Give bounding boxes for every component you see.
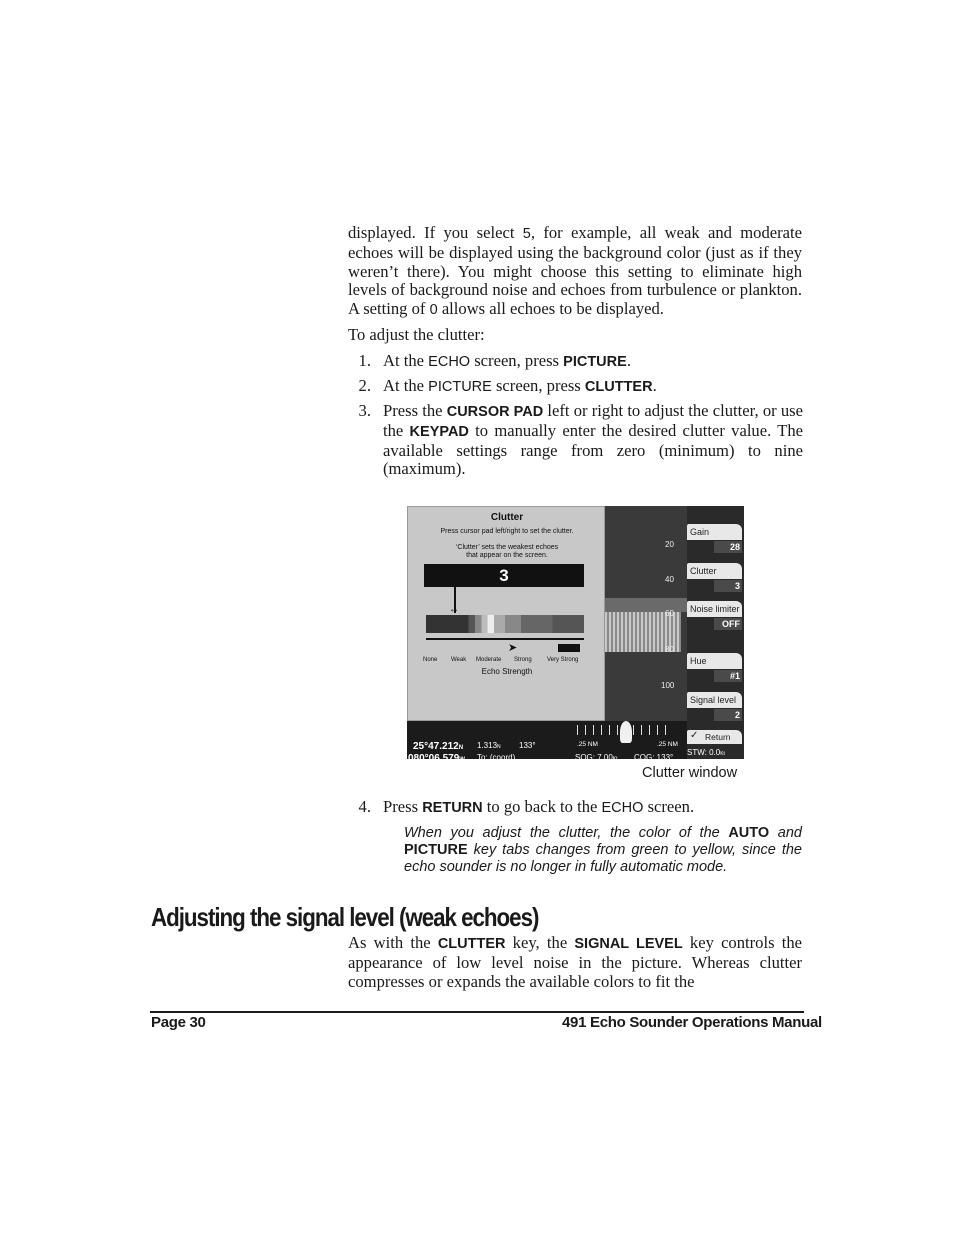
depth-label-100: 100 (661, 681, 675, 690)
gain-key[interactable]: Gain 28 (687, 524, 744, 556)
depth-label-40: 40 (665, 575, 674, 584)
step-4: 4. Press RETURN to go back to the ECHO screen. (358, 797, 695, 816)
sog: SOG: 7.00Kt (575, 753, 618, 762)
boat-icon (558, 644, 580, 652)
bearing: 133° (519, 741, 536, 750)
echo-display (605, 506, 687, 721)
adjust-clutter-intro: To adjust the clutter: (348, 325, 485, 344)
to-coord: To: (coord) (477, 753, 516, 762)
slider-arrows-icon[interactable]: ↔ (449, 604, 459, 615)
echo-band (605, 598, 687, 612)
distance: 1.313N (477, 741, 501, 750)
dialog-description-2: that appear on the screen. (466, 552, 548, 559)
manual-title: 491 Echo Sounder Operations Manual (562, 1014, 822, 1031)
signal-level-key[interactable]: Signal level 2 (687, 692, 744, 724)
step-2: 2. At the PICTURE screen, press CLUTTER. (358, 376, 657, 395)
step-3: 3. Press the CURSOR PAD left or right to adjust the clutter, or use the KEYPAD to manually enter the desired clutter value. The available settings range from zero (minimum) to nine (maximum). (358, 401, 803, 479)
signal-level-paragraph: As with the CLUTTER key, the SIGNAL LEVEL key controls the appearance of low level noise in the picture. Whereas clutter compresses or expands the available colors to fit the (348, 933, 803, 991)
noise-limiter-key[interactable]: Noise limiter OFF (687, 601, 744, 633)
none-label: None (423, 657, 438, 663)
fish-icon: ➤ (508, 642, 518, 654)
very-strong-label: Very Strong (547, 657, 579, 663)
cog: COG: 133° (634, 753, 674, 762)
dialog-title: Clutter (490, 512, 524, 523)
clutter-window-screenshot (407, 506, 744, 764)
depth-label-60: 60 (665, 609, 674, 618)
footer-rule (150, 1011, 804, 1013)
echo-strength-title: Echo Strength (481, 667, 533, 676)
return-label: Return (705, 732, 731, 742)
scale-right: .25 NM (657, 741, 678, 748)
depth-label-20: 20 (665, 540, 674, 549)
status-bar (407, 721, 687, 764)
moderate-label: Moderate (476, 657, 502, 663)
scale-left: .25 NM (577, 741, 598, 748)
clutter-dialog (407, 506, 605, 721)
longitude: 080°06.579W (408, 753, 465, 764)
dialog-instruction: Press cursor pad left/right to set the clutter. (440, 528, 574, 535)
stw: STW: 0.0Kt (687, 748, 725, 757)
strength-axis-arrow (426, 638, 584, 640)
section-heading: Adjusting the signal level (weak echoes) (151, 902, 539, 932)
boat-position-icon (620, 721, 632, 743)
clutter-key[interactable]: Clutter 3 (687, 563, 744, 595)
clutter-value-display[interactable] (424, 564, 584, 587)
color-scale-bar (426, 615, 584, 633)
figure-caption: Clutter window (642, 765, 738, 781)
return-key[interactable] (687, 730, 742, 744)
hue-key[interactable]: Hue #1 (687, 653, 744, 685)
checkmark-icon: ✓ (690, 730, 699, 741)
strong-label: Strong (514, 657, 532, 663)
intro-paragraph: displayed. If you select 5, for example, all weak and moderate echoes will be displayed using the background color (just as if they weren’t there). You might choose this setting to eliminate high levels of background noise and echoes from turbulence or plankton. A setting of 0 allows all echoes to be displayed. (348, 223, 803, 319)
mode-change-note: When you adjust the clutter, the color of the AUTO and PICTURE key tabs changes from green to yellow, since the echo sounder is no longer in fully automatic mode. (404, 825, 802, 875)
clutter-value: 3 (499, 566, 509, 585)
page-number: Page 30 (151, 1014, 206, 1031)
weak-label: Weak (451, 657, 467, 663)
step-1: 1. At the ECHO screen, press PICTURE. (358, 351, 631, 370)
dialog-description-1: ‘Clutter’ sets the weakest echoes (455, 544, 559, 551)
latitude: 25°47.212N (413, 741, 464, 752)
depth-label-80: 80 (665, 645, 674, 654)
